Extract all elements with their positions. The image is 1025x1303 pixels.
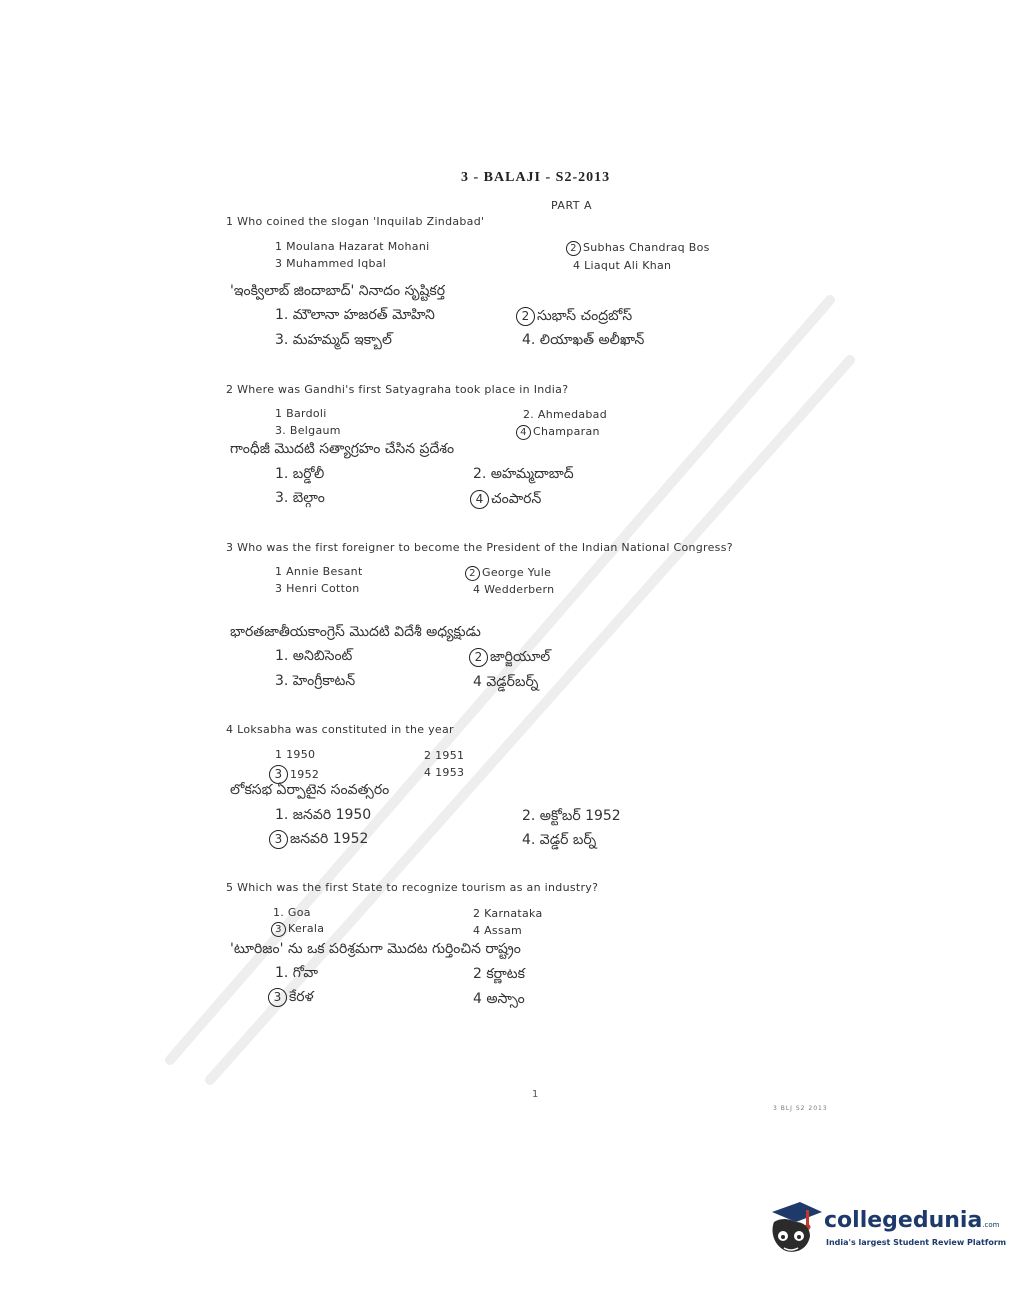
question-1-en: 1 Who coined the slogan 'Inquilab Zindabad' <box>226 215 485 228</box>
collegedunia-logo <box>766 1196 1007 1266</box>
q5-option-4-en: 4 Assam <box>473 924 523 937</box>
q2-option-3-en: 3. Belgaum <box>275 424 341 437</box>
q4-option-2-en: 2 1951 <box>424 749 465 762</box>
q1-option-3-te: 3. మహమ్మద్ ఇక్బాల్ <box>275 332 392 348</box>
q4-option-4-en: 4 1953 <box>424 766 465 779</box>
q5-option-3-te: 3 కేరళ <box>268 988 314 1008</box>
q4-option-4-te: 4. వెడ్డర్ బర్న్ <box>522 832 597 848</box>
answer-circle: 3 <box>268 988 287 1007</box>
answer-circle: 4 <box>470 490 489 509</box>
q4-option-1-te: 1. జనవరి 1950 <box>275 807 372 823</box>
mascot-icon <box>766 1196 824 1258</box>
question-1-te: 'ఇంక్విలాబ్ జిందాబాద్' నినాదం సృష్టికర్త <box>230 283 446 299</box>
page-number: 1 <box>532 1089 539 1100</box>
q5-option-2-te: 2 కర్ణాటక <box>473 966 525 982</box>
question-4-en: 4 Loksabha was constituted in the year <box>226 723 454 736</box>
q2-option-4-en: 4 Champaran <box>516 425 600 440</box>
q3-option-1-en: 1 Annie Besant <box>275 565 363 578</box>
q5-option-1-te: 1. గోవా <box>275 965 319 981</box>
answer-circle: 3 <box>269 765 288 784</box>
q3-option-3-te: 3. హెంగ్రీకాటన్ <box>275 673 356 689</box>
q5-option-4-te: 4 అస్సాం <box>473 991 525 1007</box>
page-title: 3 - BALAJI - S2-2013 <box>461 170 611 185</box>
q4-option-1-en: 1 1950 <box>275 748 316 761</box>
answer-circle: 3 <box>269 830 288 849</box>
footer-code: 3 BLJ S2 2013 <box>773 1105 828 1112</box>
logo-name: collegedunia <box>824 1208 983 1233</box>
logo-suffix: .com <box>982 1221 1000 1229</box>
q3-option-2-te: 2 జార్జియూల్ <box>469 648 550 668</box>
q2-option-2-en: 2. Ahmedabad <box>523 408 607 421</box>
answer-circle: 3 <box>271 922 286 937</box>
question-3-te: భారతజాతీయకాంగ్రెస్ మొదటి విదేశీ అధ్యక్షుడు <box>230 624 481 640</box>
q2-option-1-te: 1. బర్డోలీ <box>275 466 325 482</box>
answer-circle: 2 <box>465 566 480 581</box>
q1-option-4-te: 4. లియాఖత్ అలీఖాన్ <box>522 332 645 348</box>
q2-option-3-te: 3. బెల్గాం <box>275 490 325 506</box>
q1-option-2-te: 2 సుభాస్ చంద్రబోస్ <box>516 307 632 327</box>
q2-option-2-te: 2. అహమ్మదాబాద్ <box>473 466 574 482</box>
q1-option-4-en: 4 Liaqut Ali Khan <box>573 259 672 272</box>
answer-circle: 4 <box>516 425 531 440</box>
question-5-en: 5 Which was the first State to recognize tourism as an industry? <box>226 881 599 894</box>
q2-option-4-te: 4 చంపారన్ <box>470 490 541 510</box>
q1-option-2-en: 2 Subhas Chandraq Bos <box>566 241 710 256</box>
q5-option-2-en: 2 Karnataka <box>473 907 543 920</box>
question-4-te: లోకసభ ఏర్పాటైన సంవత్సరం <box>230 782 390 798</box>
logo-tagline: India's largest Student Review Platform <box>826 1238 1007 1247</box>
question-2-te: గాంధీజీ మొదటి సత్యాగ్రహం చేసిన ప్రదేశం <box>230 441 455 457</box>
q2-option-1-en: 1 Bardoli <box>275 407 327 420</box>
q3-option-4-en: 4 Wedderbern <box>473 583 555 596</box>
answer-circle: 2 <box>469 648 488 667</box>
q3-option-3-en: 3 Henri Cotton <box>275 582 360 595</box>
q1-option-3-en: 3 Muhammed Iqbal <box>275 257 387 270</box>
q3-option-1-te: 1. అనిబిసెంట్ <box>275 648 353 664</box>
answer-circle: 2 <box>566 241 581 256</box>
question-5-te: 'టూరిజం' ను ఒక పరిశ్రమగా మొదట గుర్తించిన రాష్ట్రం <box>230 941 521 957</box>
q1-option-1-en: 1 Moulana Hazarat Mohani <box>275 240 430 253</box>
part-heading: PART A <box>551 199 593 212</box>
q4-option-3-te: 3 జనవరి 1952 <box>269 830 368 850</box>
q5-option-3-en: 3 Kerala <box>271 922 324 937</box>
q3-option-2-en: 2 George Yule <box>465 566 551 581</box>
q3-option-4-te: 4 వెడ్డర్‌బర్న్ <box>473 674 539 690</box>
logo-wordmark <box>824 1208 999 1233</box>
question-3-en: 3 Who was the first foreigner to become the President of the Indian National Congress? <box>226 541 733 554</box>
question-2-en: 2 Where was Gandhi's first Satyagraha took place in India? <box>226 383 569 396</box>
answer-circle: 2 <box>516 307 535 326</box>
q5-option-1-en: 1. Goa <box>273 906 311 919</box>
q4-option-3-en: 3 1952 <box>269 765 319 784</box>
q1-option-1-te: 1. మౌలానా హజరత్ మోహిని <box>275 307 435 323</box>
q4-option-2-te: 2. అక్టోబర్ 1952 <box>522 808 621 824</box>
